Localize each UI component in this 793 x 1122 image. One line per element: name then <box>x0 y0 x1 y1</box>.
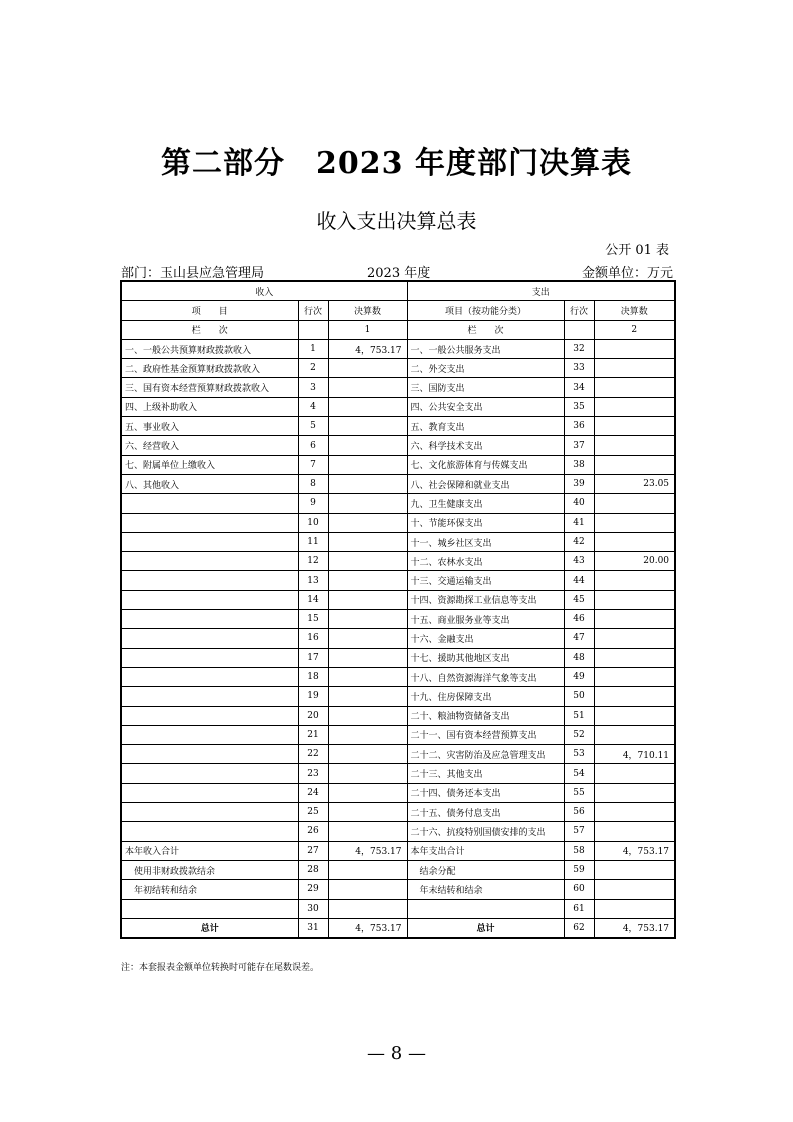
income-line-cell: 22 <box>298 745 328 764</box>
expense-amount-cell <box>594 455 675 474</box>
income-item-cell: 八、其他收入 <box>121 474 298 493</box>
lanci-empty-left <box>298 320 328 339</box>
expense-item-cell: 结余分配 <box>407 860 564 879</box>
expense-amount-cell <box>594 339 675 358</box>
income-item-cell <box>121 648 298 667</box>
income-amount-cell <box>328 725 407 744</box>
expense-item-cell: 年末结转和结余 <box>407 880 564 899</box>
expense-amount-cell <box>594 667 675 686</box>
table-row <box>121 725 675 744</box>
expense-line-cell: 35 <box>564 397 594 416</box>
income-line-cell: 21 <box>298 725 328 744</box>
budget-summary-table <box>120 280 676 939</box>
income-amount-cell <box>328 648 407 667</box>
income-item-cell <box>121 629 298 648</box>
income-line-cell: 29 <box>298 880 328 899</box>
expense-amount-cell <box>594 590 675 609</box>
table-row <box>121 803 675 822</box>
expense-item-cell: 十二、农林水支出 <box>407 552 564 571</box>
income-item-cell: 七、附属单位上缴收入 <box>121 455 298 474</box>
expense-line-cell: 38 <box>564 455 594 474</box>
income-amount-cell <box>328 494 407 513</box>
footnote: 注：本套报表金额单位转换时可能存在尾数误差。 <box>121 963 320 973</box>
income-item-cell: 六、经营收入 <box>121 436 298 455</box>
income-amount-cell <box>328 860 407 879</box>
income-line-cell: 10 <box>298 513 328 532</box>
income-amount-cell <box>328 378 407 397</box>
expense-item-cell: 总计 <box>407 918 564 938</box>
expense-line-cell: 62 <box>564 918 594 938</box>
income-item-cell <box>121 687 298 706</box>
expense-line-cell: 47 <box>564 629 594 648</box>
expense-line-cell: 55 <box>564 783 594 802</box>
income-amount-cell <box>328 629 407 648</box>
table-row <box>121 880 675 899</box>
table-row <box>121 590 675 609</box>
income-item-cell <box>121 571 298 590</box>
expense-item-cell: 十五、商业服务业等支出 <box>407 610 564 629</box>
income-amount-cell <box>328 764 407 783</box>
expense-line-cell: 57 <box>564 822 594 841</box>
expense-item-cell: 十八、自然资源海洋气象等支出 <box>407 667 564 686</box>
expense-line-cell: 44 <box>564 571 594 590</box>
income-amount-cell <box>328 359 407 378</box>
table-row <box>121 436 675 455</box>
income-amount-cell <box>328 822 407 841</box>
expense-amount-cell <box>594 899 675 918</box>
expense-amount-cell <box>594 378 675 397</box>
income-amount-cell <box>328 745 407 764</box>
income-item-cell <box>121 590 298 609</box>
income-amount-cell <box>328 880 407 899</box>
income-item-cell <box>121 783 298 802</box>
income-line-cell: 17 <box>298 648 328 667</box>
expense-item-cell: 九、卫生健康支出 <box>407 494 564 513</box>
income-line-cell: 16 <box>298 629 328 648</box>
income-line-cell: 7 <box>298 455 328 474</box>
expense-amount-cell <box>594 417 675 436</box>
expense-amount-cell <box>594 764 675 783</box>
income-item-cell: 三、国有资本经营预算财政拨款收入 <box>121 378 298 397</box>
lanci-label-left: 栏 次 <box>121 320 298 339</box>
table-row <box>121 841 675 860</box>
expense-amount-cell <box>594 571 675 590</box>
income-item-cell <box>121 552 298 571</box>
income-item-cell <box>121 764 298 783</box>
expense-line-cell: 54 <box>564 764 594 783</box>
income-item-cell <box>121 822 298 841</box>
expense-amount-cell <box>594 860 675 879</box>
expense-line-cell: 58 <box>564 841 594 860</box>
expense-item-cell: 十七、援助其他地区支出 <box>407 648 564 667</box>
income-amount-cell: 4，753.17 <box>328 841 407 860</box>
expense-item-cell: 十一、城乡社区支出 <box>407 532 564 551</box>
expense-amount-cell: 4，710.11 <box>594 745 675 764</box>
income-amount-cell <box>328 532 407 551</box>
expense-group-header: 支出 <box>407 281 675 301</box>
expense-line-cell: 46 <box>564 610 594 629</box>
expense-line-cell: 50 <box>564 687 594 706</box>
income-line-cell: 15 <box>298 610 328 629</box>
expense-line-cell: 59 <box>564 860 594 879</box>
income-line-cell: 1 <box>298 339 328 358</box>
table-row <box>121 667 675 686</box>
income-amount-cell <box>328 455 407 474</box>
expense-item-cell: 十六、金融支出 <box>407 629 564 648</box>
table-row <box>121 610 675 629</box>
income-amount-cell: 4，753.17 <box>328 339 407 358</box>
table-row <box>121 417 675 436</box>
group-header-row <box>121 281 675 301</box>
lanci-empty-right <box>564 320 594 339</box>
expense-amount-cell <box>594 397 675 416</box>
expense-line-cell: 43 <box>564 552 594 571</box>
income-amount-cell <box>328 552 407 571</box>
expense-line-cell: 32 <box>564 339 594 358</box>
expense-line-cell: 33 <box>564 359 594 378</box>
income-item-cell: 年初结转和结余 <box>121 880 298 899</box>
income-item-cell: 二、政府性基金预算财政拨款收入 <box>121 359 298 378</box>
expense-item-cell: 二十六、抗疫特别国债安排的支出 <box>407 822 564 841</box>
income-item-cell <box>121 706 298 725</box>
expense-amount-cell <box>594 610 675 629</box>
income-item-cell: 本年收入合计 <box>121 841 298 860</box>
income-amount-cell <box>328 783 407 802</box>
income-amount-cell <box>328 610 407 629</box>
col-header-amount2: 决算数 <box>594 301 675 320</box>
income-line-cell: 28 <box>298 860 328 879</box>
expense-item-cell <box>407 899 564 918</box>
expense-amount-cell <box>594 629 675 648</box>
income-item-cell <box>121 899 298 918</box>
income-line-cell: 19 <box>298 687 328 706</box>
form-number: 公开 01 表 <box>605 243 669 258</box>
income-item-cell <box>121 610 298 629</box>
income-item-cell: 四、上级补助收入 <box>121 397 298 416</box>
table-row <box>121 397 675 416</box>
expense-line-cell: 49 <box>564 667 594 686</box>
expense-line-cell: 48 <box>564 648 594 667</box>
income-group-header: 收入 <box>121 281 407 301</box>
expense-line-cell: 39 <box>564 474 594 493</box>
expense-item-cell: 六、科学技术支出 <box>407 436 564 455</box>
table-row <box>121 513 675 532</box>
expense-line-cell: 42 <box>564 532 594 551</box>
expense-amount-cell <box>594 706 675 725</box>
income-line-cell: 2 <box>298 359 328 378</box>
expense-item-cell: 三、国防支出 <box>407 378 564 397</box>
expense-item-cell: 十三、交通运输支出 <box>407 571 564 590</box>
expense-item-cell: 十九、住房保障支出 <box>407 687 564 706</box>
income-amount-cell <box>328 590 407 609</box>
expense-item-cell: 二十、粮油物资储备支出 <box>407 706 564 725</box>
income-amount-cell <box>328 667 407 686</box>
income-item-cell <box>121 803 298 822</box>
expense-line-cell: 51 <box>564 706 594 725</box>
table-row <box>121 860 675 879</box>
expense-amount-cell: 23.05 <box>594 474 675 493</box>
expense-line-cell: 40 <box>564 494 594 513</box>
table-row <box>121 339 675 358</box>
income-amount-cell <box>328 417 407 436</box>
income-item-cell <box>121 532 298 551</box>
table-row <box>121 899 675 918</box>
expense-amount-cell <box>594 783 675 802</box>
expense-amount-cell <box>594 494 675 513</box>
expense-line-cell: 36 <box>564 417 594 436</box>
expense-amount-cell <box>594 436 675 455</box>
income-line-cell: 24 <box>298 783 328 802</box>
income-line-cell: 4 <box>298 397 328 416</box>
income-item-cell <box>121 667 298 686</box>
col-header-item-func: 项目（按功能分类） <box>407 301 564 320</box>
expense-line-cell: 61 <box>564 899 594 918</box>
expense-item-cell: 四、公共安全支出 <box>407 397 564 416</box>
table-row <box>121 474 675 493</box>
year-label: 2023 年度 <box>367 266 431 281</box>
table-meta <box>121 262 673 280</box>
income-line-cell: 13 <box>298 571 328 590</box>
income-item-cell: 五、事业收入 <box>121 417 298 436</box>
expense-line-cell: 45 <box>564 590 594 609</box>
expense-item-cell: 本年支出合计 <box>407 841 564 860</box>
expense-amount-cell <box>594 687 675 706</box>
department-label: 部门：玉山县应急管理局 <box>121 266 265 281</box>
expense-line-cell: 56 <box>564 803 594 822</box>
income-amount-cell <box>328 706 407 725</box>
income-line-cell: 31 <box>298 918 328 938</box>
expense-amount-cell <box>594 359 675 378</box>
lanci-number-2: 2 <box>594 320 675 339</box>
expense-item-cell: 八、社会保障和就业支出 <box>407 474 564 493</box>
expense-amount-cell <box>594 725 675 744</box>
income-item-cell <box>121 725 298 744</box>
income-line-cell: 20 <box>298 706 328 725</box>
income-line-cell: 6 <box>298 436 328 455</box>
expense-amount-cell: 20.00 <box>594 552 675 571</box>
income-item-cell <box>121 745 298 764</box>
expense-amount-cell <box>594 648 675 667</box>
table-row <box>121 552 675 571</box>
income-line-cell: 14 <box>298 590 328 609</box>
table-row <box>121 745 675 764</box>
expense-item-cell: 十、节能环保支出 <box>407 513 564 532</box>
income-item-cell <box>121 494 298 513</box>
table-row <box>121 494 675 513</box>
expense-line-cell: 60 <box>564 880 594 899</box>
income-line-cell: 30 <box>298 899 328 918</box>
expense-item-cell: 一、一般公共服务支出 <box>407 339 564 358</box>
table-title: 收入支出决算总表 <box>316 209 477 233</box>
col-header-item: 项 目 <box>121 301 298 320</box>
expense-item-cell: 二十一、国有资本经营预算支出 <box>407 725 564 744</box>
expense-line-cell: 37 <box>564 436 594 455</box>
lanci-number-1: 1 <box>328 320 407 339</box>
income-amount-cell <box>328 803 407 822</box>
table-row <box>121 455 675 474</box>
table-row <box>121 571 675 590</box>
income-amount-cell <box>328 474 407 493</box>
income-line-cell: 5 <box>298 417 328 436</box>
expense-item-cell: 十四、资源勘探工业信息等支出 <box>407 590 564 609</box>
page-number: — 8 — <box>367 1043 426 1064</box>
table-row <box>121 359 675 378</box>
lanci-label-right: 栏 次 <box>407 320 564 339</box>
expense-amount-cell <box>594 822 675 841</box>
table-row <box>121 764 675 783</box>
table-row <box>121 378 675 397</box>
table-row <box>121 783 675 802</box>
income-amount-cell <box>328 899 407 918</box>
expense-item-cell: 二十四、债务还本支出 <box>407 783 564 802</box>
expense-amount-cell <box>594 513 675 532</box>
income-amount-cell <box>328 397 407 416</box>
page-title: 第二部分 2023 年度部门决算表 <box>161 146 632 181</box>
expense-item-cell: 五、教育支出 <box>407 417 564 436</box>
expense-item-cell: 二十二、灾害防治及应急管理支出 <box>407 745 564 764</box>
expense-line-cell: 34 <box>564 378 594 397</box>
col-header-line: 行次 <box>298 301 328 320</box>
income-line-cell: 8 <box>298 474 328 493</box>
column-index-row <box>121 320 675 339</box>
expense-item-cell: 二十五、债务付息支出 <box>407 803 564 822</box>
income-line-cell: 11 <box>298 532 328 551</box>
expense-amount-cell <box>594 880 675 899</box>
income-amount-cell <box>328 513 407 532</box>
income-amount-cell <box>328 687 407 706</box>
expense-amount-cell: 4，753.17 <box>594 841 675 860</box>
expense-line-cell: 52 <box>564 725 594 744</box>
expense-line-cell: 53 <box>564 745 594 764</box>
income-line-cell: 3 <box>298 378 328 397</box>
table-row <box>121 706 675 725</box>
income-item-cell <box>121 513 298 532</box>
expense-amount-cell <box>594 532 675 551</box>
income-amount-cell: 4，753.17 <box>328 918 407 938</box>
table-row <box>121 918 675 938</box>
expense-amount-cell <box>594 803 675 822</box>
table-row <box>121 687 675 706</box>
unit-label: 金额单位：万元 <box>581 266 673 281</box>
income-line-cell: 9 <box>298 494 328 513</box>
expense-line-cell: 41 <box>564 513 594 532</box>
income-item-cell: 使用非财政拨款结余 <box>121 860 298 879</box>
income-line-cell: 27 <box>298 841 328 860</box>
table-row <box>121 822 675 841</box>
income-amount-cell <box>328 436 407 455</box>
expense-item-cell: 二十三、其他支出 <box>407 764 564 783</box>
expense-item-cell: 七、文化旅游体育与传媒支出 <box>407 455 564 474</box>
income-item-cell: 总计 <box>121 918 298 938</box>
col-header-line2: 行次 <box>564 301 594 320</box>
income-line-cell: 18 <box>298 667 328 686</box>
income-line-cell: 26 <box>298 822 328 841</box>
col-header-amount: 决算数 <box>328 301 407 320</box>
income-line-cell: 25 <box>298 803 328 822</box>
income-line-cell: 12 <box>298 552 328 571</box>
table-row <box>121 532 675 551</box>
income-item-cell: 一、一般公共预算财政拨款收入 <box>121 339 298 358</box>
column-header-row <box>121 301 675 320</box>
table-row <box>121 648 675 667</box>
table-row <box>121 629 675 648</box>
expense-amount-cell: 4，753.17 <box>594 918 675 938</box>
income-amount-cell <box>328 571 407 590</box>
income-line-cell: 23 <box>298 764 328 783</box>
expense-item-cell: 二、外交支出 <box>407 359 564 378</box>
